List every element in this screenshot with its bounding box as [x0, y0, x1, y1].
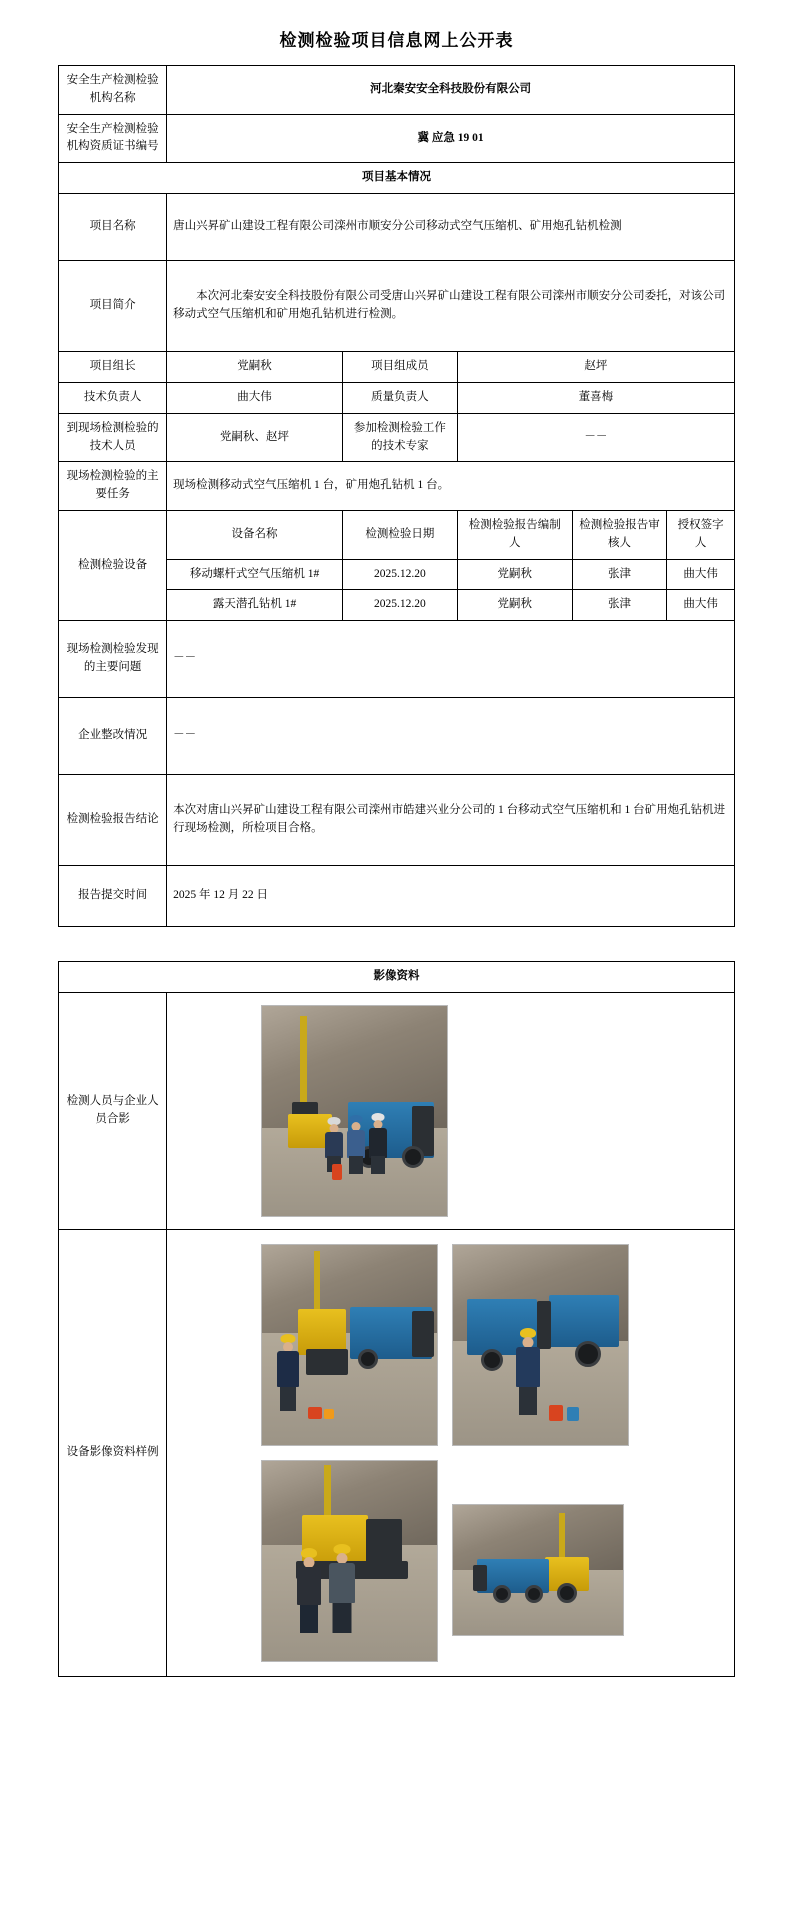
- table-row: [59, 866, 735, 927]
- quality-lead-value: 董喜梅: [457, 382, 734, 413]
- table-row: [59, 698, 735, 775]
- table-row: [59, 993, 735, 1230]
- page-title: 检测检验项目信息网上公开表: [279, 31, 514, 50]
- rectify-value: －－: [167, 698, 735, 775]
- members-value: 赵坪: [457, 352, 734, 383]
- cert-no-value: 冀 应急 19 01: [167, 114, 735, 163]
- table-row: [59, 1230, 735, 1677]
- equipment-header-reviewer: 检测检验报告审核人: [572, 510, 667, 559]
- equipment-photo-label: 设备影像资料样例: [59, 1230, 167, 1677]
- submit-date-label: 报告提交时间: [59, 866, 167, 927]
- equipment-header-author: 检测检验报告编制人: [457, 510, 572, 559]
- submit-date-value: 2025 年 12 月 22 日: [167, 866, 735, 927]
- project-intro-label: 项目简介: [59, 261, 167, 352]
- photo-compressor-drill-wide: [452, 1504, 624, 1636]
- main-info-table: [58, 65, 735, 927]
- cert-no-label: 安全生产检测检验机构资质证书编号: [59, 114, 167, 163]
- media-table: [58, 961, 735, 1677]
- equipment-row1-signer: 曲大伟: [667, 559, 735, 590]
- table-row: [59, 621, 735, 698]
- org-name-label: 安全生产检测检验机构名称: [59, 66, 167, 115]
- table-row: [59, 261, 735, 352]
- onsite-staff-value: 党嗣秋、赵坪: [167, 413, 343, 462]
- leader-label: 项目组长: [59, 352, 167, 383]
- onsite-staff-label: 到现场检测检验的技术人员: [59, 413, 167, 462]
- table-row: [59, 382, 735, 413]
- section-spacer: [58, 927, 735, 961]
- table-row: [59, 962, 735, 993]
- project-name-value: 唐山兴昇矿山建设工程有限公司滦州市顺安分公司移动式空气压缩机、矿用炮孔钻机检测: [167, 194, 735, 261]
- equipment-row1-reviewer: 张津: [572, 559, 667, 590]
- equipment-row1-date: 2025.12.20: [342, 559, 457, 590]
- equipment-header-date: 检测检验日期: [342, 510, 457, 559]
- table-row: [59, 114, 735, 163]
- table-row: [59, 163, 735, 194]
- section-media-header: 影像资料: [59, 962, 735, 993]
- photo-grid: [173, 1244, 728, 1662]
- equipment-row2-name: 露天潜孔钻机 1#: [167, 590, 343, 621]
- expert-value: －－: [457, 413, 734, 462]
- expert-label: 参加检测检验工作的技术专家: [342, 413, 457, 462]
- group-photo-cell: [167, 993, 735, 1230]
- table-row: [59, 510, 735, 559]
- photo-compressor-operator: [261, 1244, 438, 1446]
- rectify-label: 企业整改情况: [59, 698, 167, 775]
- equipment-label: 检测检验设备: [59, 510, 167, 620]
- table-row: [59, 413, 735, 462]
- conclusion-value: 本次对唐山兴昇矿山建设工程有限公司滦州市皓建兴业分公司的 1 台移动式空气压缩机和 1 台矿用炮孔钻机进行现场检测，所检项目合格。: [167, 775, 735, 866]
- equipment-header-signer: 授权签字人: [667, 510, 735, 559]
- equipment-row2-date: 2025.12.20: [342, 590, 457, 621]
- equipment-row2-author: 党嗣秋: [457, 590, 572, 621]
- group-photo-label: 检测人员与企业人员合影: [59, 993, 167, 1230]
- equipment-photo-cell: [167, 1230, 735, 1677]
- members-label: 项目组成员: [342, 352, 457, 383]
- org-name-value: 河北秦安安全科技股份有限公司: [167, 66, 735, 115]
- project-name-label: 项目名称: [59, 194, 167, 261]
- tech-lead-value: 曲大伟: [167, 382, 343, 413]
- table-row: [59, 462, 735, 511]
- section-basic-header: 项目基本情况: [59, 163, 735, 194]
- problems-value: －－: [167, 621, 735, 698]
- equipment-row2-signer: 曲大伟: [667, 590, 735, 621]
- conclusion-label: 检测检验报告结论: [59, 775, 167, 866]
- table-row: [59, 66, 735, 115]
- problems-label: 现场检测检验发现的主要问题: [59, 621, 167, 698]
- table-row: [59, 194, 735, 261]
- photo-group-drill-rig: [261, 1005, 448, 1217]
- task-value: 现场检测移动式空气压缩机 1 台，矿用炮孔钻机 1 台。: [167, 462, 735, 511]
- equipment-header-name: 设备名称: [167, 510, 343, 559]
- equipment-row2-reviewer: 张津: [572, 590, 667, 621]
- equipment-row1-name: 移动螺杆式空气压缩机 1#: [167, 559, 343, 590]
- project-intro-value: 本次河北秦安安全科技股份有限公司受唐山兴昇矿山建设工程有限公司滦州市顺安分公司委托，对该公司移动式空气压缩机和矿用炮孔钻机进行检测。: [167, 261, 735, 352]
- quality-lead-label: 质量负责人: [342, 382, 457, 413]
- equipment-row1-author: 党嗣秋: [457, 559, 572, 590]
- leader-value: 党嗣秋: [167, 352, 343, 383]
- task-label: 现场检测检验的主要任务: [59, 462, 167, 511]
- photo-drill-rig-two-people: [261, 1460, 438, 1662]
- table-row: [59, 775, 735, 866]
- table-row: [59, 352, 735, 383]
- tech-lead-label: 技术负责人: [59, 382, 167, 413]
- photo-compressor-standing: [452, 1244, 629, 1446]
